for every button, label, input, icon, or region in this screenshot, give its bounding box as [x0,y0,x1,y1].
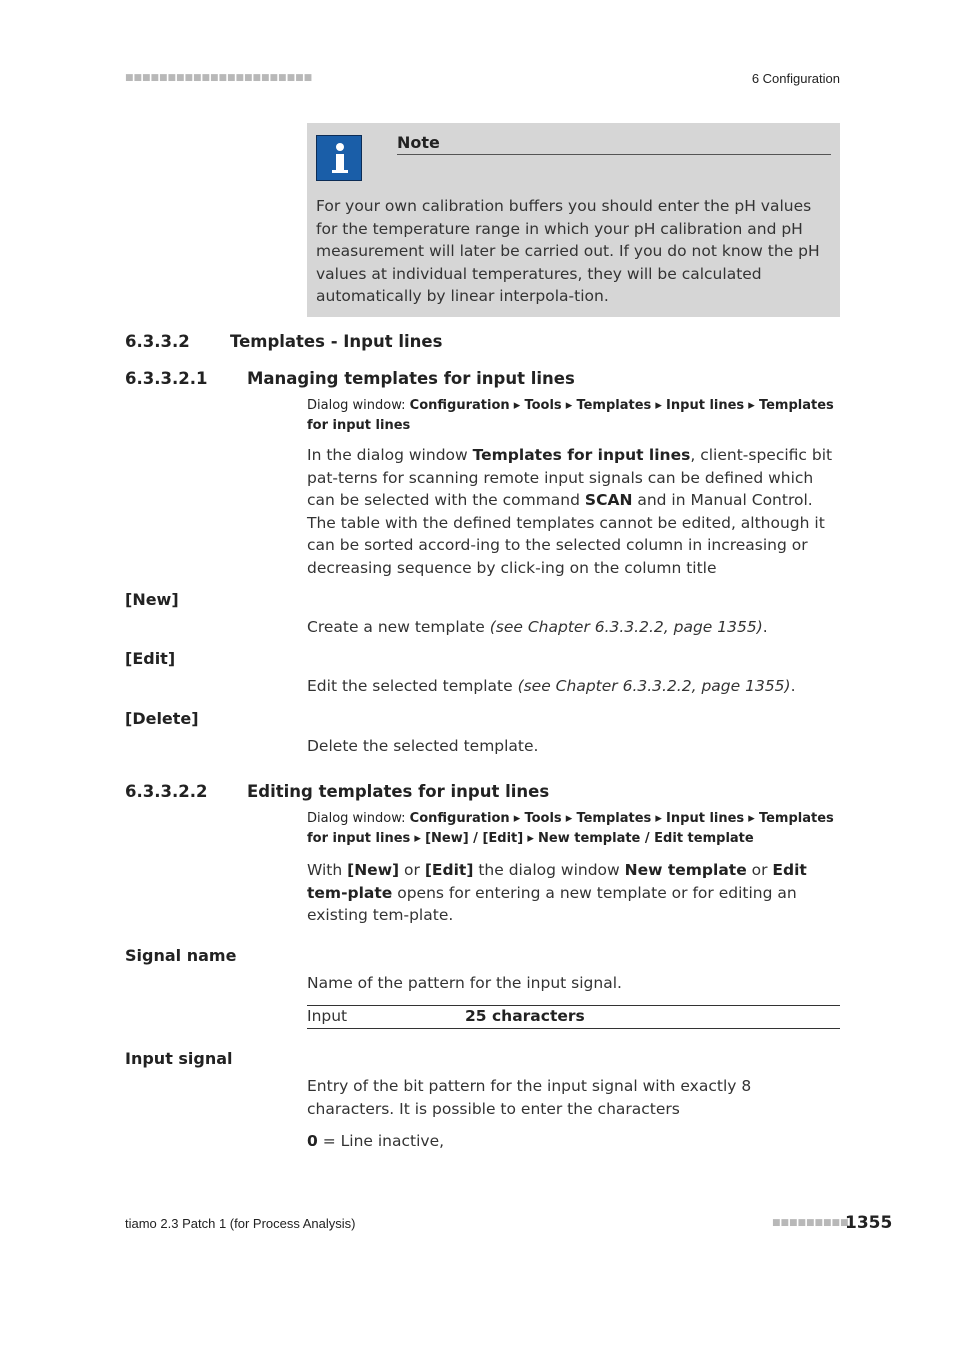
input-spec-row [307,1005,840,1029]
term-new: [New] [125,590,179,609]
note-text: For your own calibration buffers you should enter the pH values for the temperature range in which your pH calibration and pH measurement will later be carried out. If you do not know the pH values at individual temperatures, they will be calculated automatically by linear interpola-tion. [316,197,820,305]
delete-description: Delete the selected template. [307,737,539,755]
note-title: Note [397,133,831,155]
term-signal-name: Signal name [125,946,237,965]
section-title: Editing templates for input lines [247,782,550,801]
intro-paragraph: In the dialog window Templates for input lines, client-specific bit pat-terns for scanning remote input signals can be defined which can be selected with the command SCAN and in Manual Control. The table with the defined templates cannot be edited, although it can be sorted accord-ing to the selected column in increasing or decreasing sequence by click-ing on the column title [307,446,833,577]
signal-name-description: Name of the pattern for the input signal. [307,974,622,992]
term-edit: [Edit] [125,649,176,668]
section-heading-6-3-3-2-2 [125,782,549,801]
header-decoration: ■■■■■■■■■■■■■■■■■■■■■■ [125,73,313,83]
page-number: 1355 [845,1213,893,1233]
term-delete: [Delete] [125,709,199,728]
section-heading-6-3-3-2 [125,332,442,351]
note-box [307,123,840,317]
section-heading-6-3-3-2-1 [125,369,575,388]
input-spec-label: Input [307,1007,348,1025]
edit-description: Edit the selected template (see Chapter 6.3.3.2.2, page 1355). [307,677,796,695]
dialog-path: Dialog window: Configuration ▸ Tools ▸ Templates ▸ Input lines ▸ Templates for input lines [307,398,834,433]
intro-paragraph: With [New] or [Edit] the dialog window New template or Edit tem-plate opens for entering a new template or for editing an existing tem-plate. [307,861,807,924]
term-input-signal: Input signal [125,1049,233,1068]
footer-decoration: ■■■■■■■■■ [772,1218,849,1228]
new-description: Create a new template (see Chapter 6.3.3.2.2, page 1355). [307,618,768,636]
section-number: 6.3.3.2.2 [125,782,208,801]
section-title: Managing templates for input lines [247,369,575,388]
section-title: Templates - Input lines [230,332,443,351]
section-number: 6.3.3.2 [125,332,190,351]
input-signal-description: Entry of the bit pattern for the input signal with exactly 8 characters. It is possible to enter the characters [307,1077,752,1118]
chapter-title: 6 Configuration [751,71,840,86]
zero-definition: 0 = Line inactive, [307,1132,445,1150]
section-number: 6.3.3.2.1 [125,369,208,388]
dialog-path: Dialog window: Configuration ▸ Tools ▸ Templates ▸ Input lines ▸ Templates for input lines ▸ [New] / [Edit] ▸ New template / Edit template [307,811,834,846]
footer-product: tiamo 2.3 Patch 1 (for Process Analysis) [125,1216,356,1231]
info-icon [316,135,362,181]
input-spec-value: 25 characters [465,1007,585,1025]
